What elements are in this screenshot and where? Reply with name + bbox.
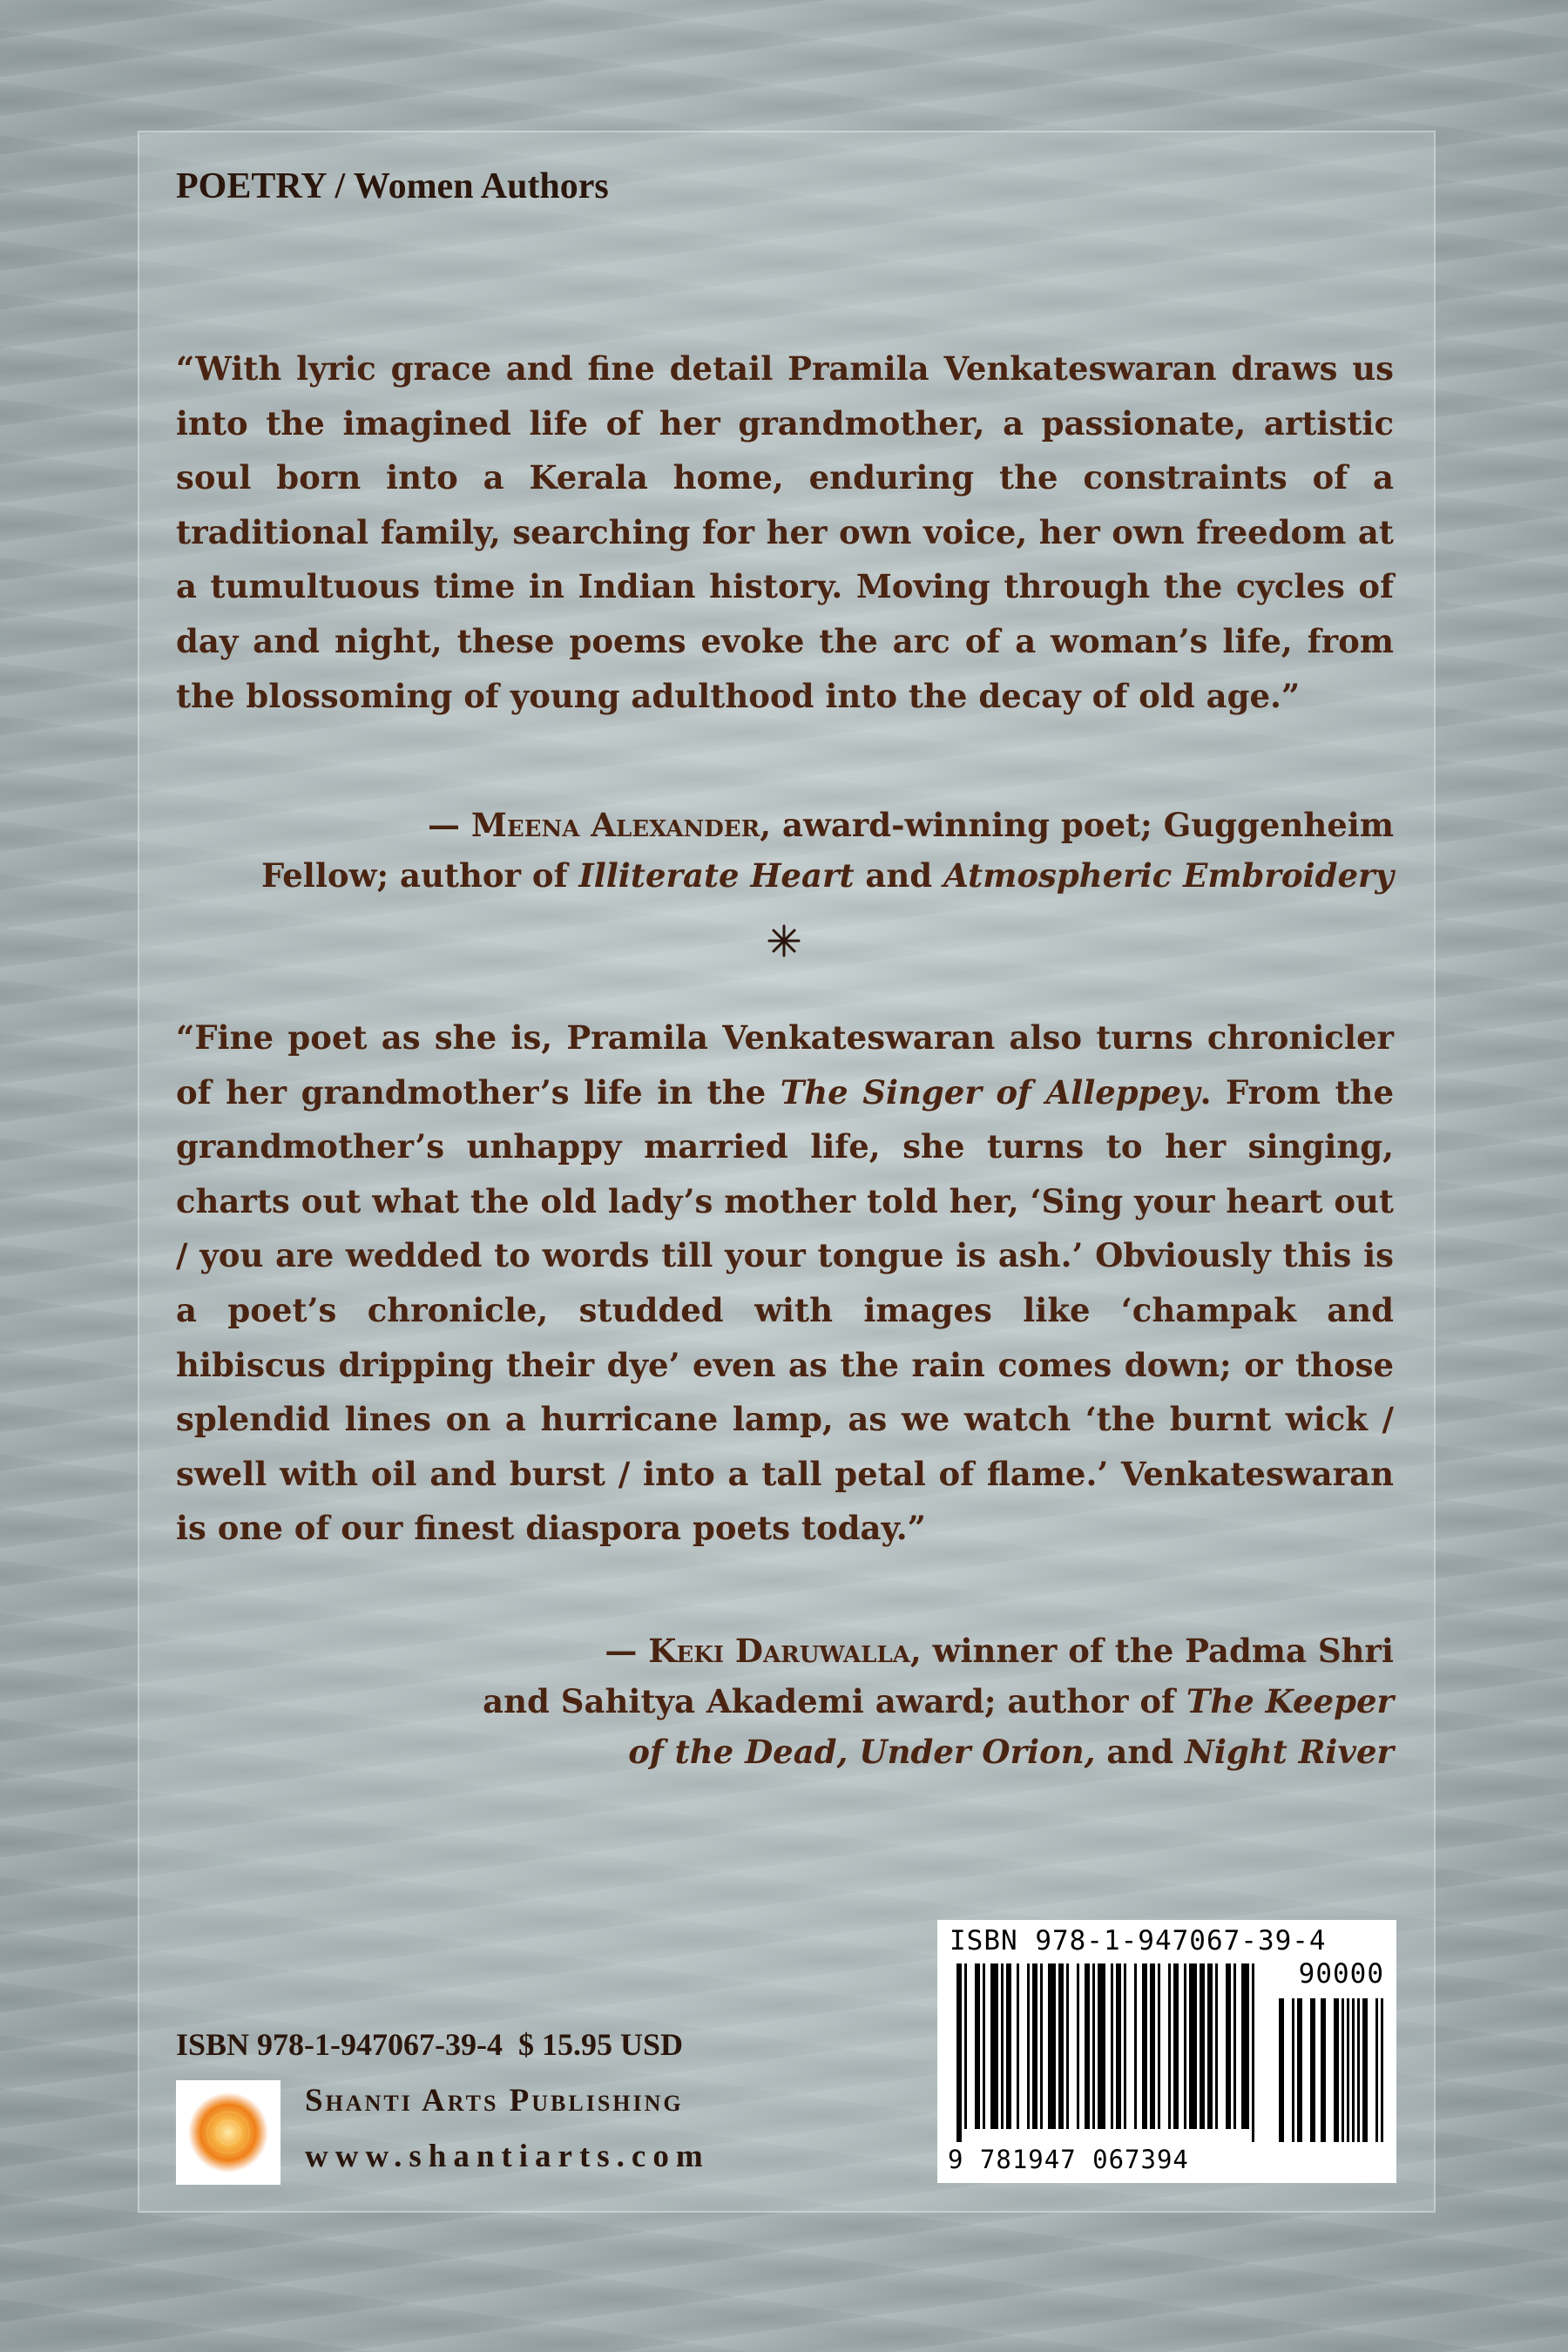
- attribution-book-title: Atmospheric Embroidery: [943, 856, 1394, 895]
- barcode-bar: [1032, 1963, 1037, 2129]
- barcode-bar: [990, 1963, 998, 2129]
- attribution-description-cont: and Sahitya Akademi award; author of: [483, 1682, 1186, 1720]
- isbn-price: ISBN 978-1-947067-39-4 $ 15.95 USD: [176, 2027, 684, 2062]
- attribution-description: , award-winning poet; Guggenheim: [760, 806, 1394, 844]
- barcode-addon-bar: [1352, 1998, 1355, 2142]
- barcode: [937, 1920, 1396, 2183]
- barcode-bar: [1098, 1963, 1105, 2129]
- barcode-isbn-text: ISBN 978-1-947067-39-4: [950, 1925, 1327, 1957]
- barcode-bar: [1158, 1963, 1160, 2129]
- blurb-attribution-2: [483, 1625, 1394, 1777]
- barcode-bar: [1040, 1963, 1043, 2129]
- barcode-bar: [1027, 1963, 1030, 2129]
- barcode-bar: [1200, 1963, 1205, 2129]
- barcode-bars: [956, 1963, 1383, 2155]
- barcode-bar: [1124, 1963, 1126, 2129]
- attribution-author-name: Meena Alexander: [470, 806, 760, 844]
- barcode-bar: [1184, 1963, 1186, 2129]
- attribution-dash: —: [605, 1632, 649, 1670]
- blurb-quote-2: [176, 1010, 1394, 1556]
- attribution-description: , winner of the Padma Shri: [909, 1632, 1394, 1670]
- barcode-bar: [1066, 1963, 1069, 2129]
- barcode-addon-text: 90000: [1298, 1958, 1384, 1990]
- attribution-dash: —: [427, 806, 471, 844]
- barcode-bar: [1116, 1963, 1121, 2129]
- barcode-bar: [1142, 1963, 1147, 2129]
- barcode-bar: [1058, 1963, 1064, 2129]
- barcode-addon-bar: [1334, 1998, 1339, 2142]
- barcode-bar: [983, 1963, 985, 2129]
- barcode-bar: [1077, 1963, 1079, 2129]
- barcode-bar: [1001, 1963, 1004, 2129]
- publisher-logo: [176, 2080, 280, 2185]
- barcode-bar: [1134, 1963, 1137, 2129]
- barcode-bar: [1233, 1963, 1236, 2129]
- barcode-bar: [1226, 1963, 1231, 2129]
- barcode-addon-bar: [1310, 1998, 1315, 2142]
- attribution-conjunction: and: [1095, 1733, 1186, 1771]
- barcode-bar: [1085, 1963, 1090, 2129]
- barcode-bar: [1173, 1963, 1179, 2129]
- publisher-website: www.shantiarts.com: [305, 2139, 710, 2174]
- barcode-addon-bar: [1292, 1998, 1294, 2142]
- barcode-bar: [1252, 1963, 1254, 2142]
- attribution-book-title: Night River: [1185, 1733, 1394, 1771]
- blurb-attribution-1: [261, 800, 1394, 901]
- blurb-quote-1: “With lyric grace and fine detail Pramila Venkateswaran draws us into the imagined life of her grandmother, a passionate, artistic soul born into a Kerala home, enduring the constraints of a traditional family, searching for her own voice, her own freedom at a tumultuous time in Indian history. Moving through the cycles of day and night, these poems evoke the arc of a woman’s life, from the blossoming of young adulthood into the decay of old age.”: [176, 349, 1394, 715]
- barcode-addon-bar: [1357, 1998, 1360, 2142]
- barcode-bar: [1150, 1963, 1155, 2129]
- attribution-book-title: The Keeper: [1186, 1682, 1394, 1720]
- barcode-bar: [1207, 1963, 1213, 2129]
- barcode-bar: [975, 1963, 980, 2129]
- barcode-addon-bar: [1321, 1998, 1326, 2142]
- barcode-bar: [964, 1963, 967, 2129]
- barcode-addon-bar: [1375, 1998, 1378, 2142]
- barcode-bar: [956, 1963, 962, 2142]
- barcode-addon-bar: [1381, 1998, 1383, 2142]
- barcode-bar: [1092, 1963, 1095, 2129]
- barcode-addon-bar: [1362, 1998, 1368, 2142]
- category-label: POETRY / Women Authors: [176, 166, 609, 206]
- barcode-addon-bar: [1342, 1998, 1344, 2142]
- quote-text: “Fine poet as she is, Pramila Venkateswaran also turns chronicler of her grandmother’s life in the: [176, 1018, 1394, 1112]
- barcode-bar: [1241, 1963, 1249, 2129]
- barcode-addon-bar: [1297, 1998, 1302, 2142]
- attribution-book-title: Illiterate Heart: [578, 856, 855, 895]
- asterisk-divider-icon: [767, 923, 801, 958]
- barcode-bar: [1215, 1963, 1218, 2129]
- quote-book-title: The Singer of Alleppey: [780, 1072, 1200, 1112]
- barcode-bar: [1017, 1963, 1019, 2129]
- attribution-book-title: of the Dead, Under Orion,: [628, 1733, 1096, 1771]
- barcode-bar: [1048, 1963, 1056, 2129]
- publisher-name: Shanti Arts Publishing: [305, 2083, 684, 2119]
- barcode-addon-bar: [1279, 1998, 1284, 2142]
- quote-text-cont: . From the grandmother’s unhappy married life, she turns to her singing, charts out what the old lady’s mother told her, ‘Sing your heart out / you are wedded to words till your tongue is ash.’ Obviously this is a poet’s chronicle, studded with images like ‘champak and hibiscus dripping their dye’ even as the rain comes down; or those splendid lines on a hurricane lamp, as we watch ‘the burnt wick / swell with oil and burst / into a tall petal of flame.’ Venkateswaran is one of our finest diaspora poets today.”: [176, 1072, 1394, 1548]
- barcode-bar: [1168, 1963, 1171, 2129]
- barcode-digits: 9 781947 067394: [948, 2145, 1189, 2174]
- barcode-bar: [1006, 1963, 1011, 2129]
- barcode-addon-bar: [1347, 1998, 1349, 2142]
- sun-logo-icon: [185, 2089, 272, 2176]
- attribution-description-cont: Fellow; author of: [261, 856, 579, 895]
- barcode-bar: [1111, 1963, 1113, 2129]
- attribution-conjunction: and: [854, 856, 944, 895]
- barcode-bar: [1189, 1963, 1197, 2129]
- attribution-author-name: Keki Daruwalla: [648, 1632, 910, 1670]
